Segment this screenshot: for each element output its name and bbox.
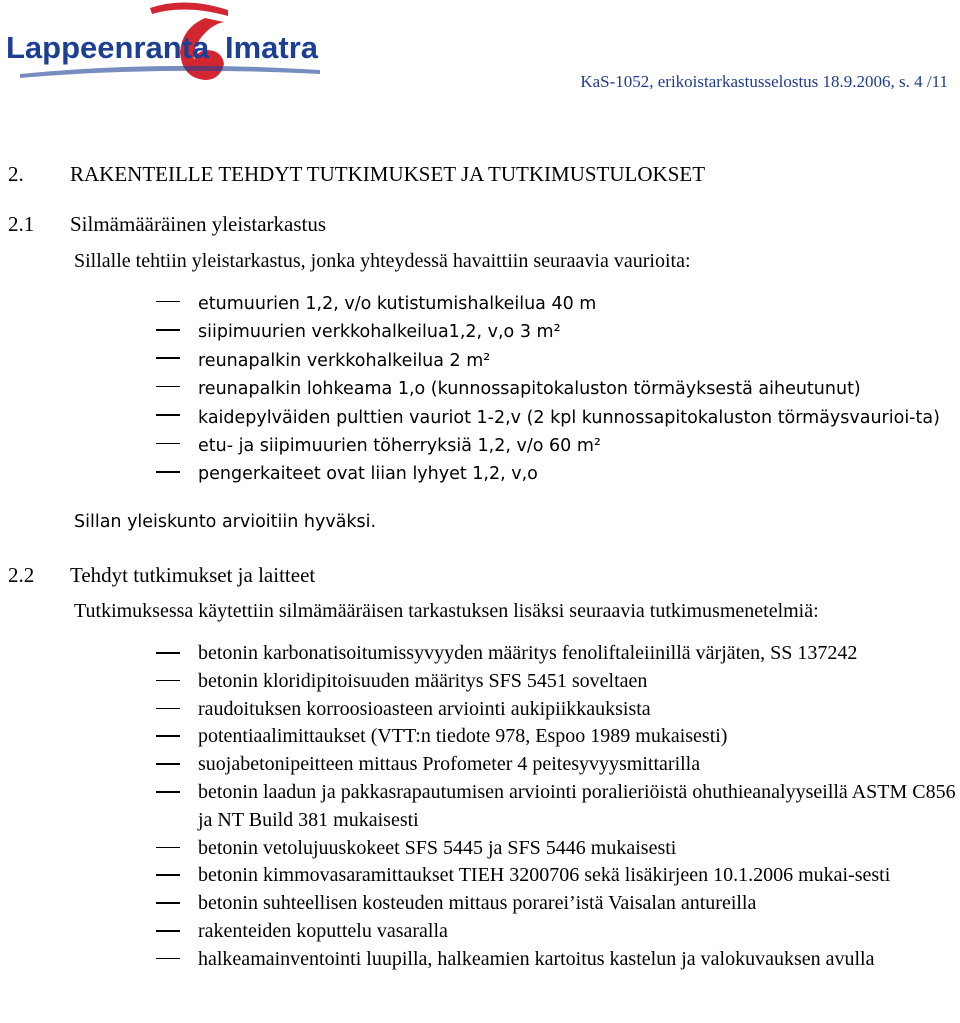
logo-swoosh-top <box>150 2 228 16</box>
dash-bullet <box>156 443 180 445</box>
list-item: raudoituksen korroosioasteen arviointi aukipiikkauksista <box>74 696 960 724</box>
document-reference: KaS-1052, erikoistarkastusselostus 18.9.2006, s. 4 /11 <box>580 72 948 91</box>
list-item: suojabetonipeitteen mittaus Profometer 4 peitesyvyysmittarilla <box>74 751 960 779</box>
section-2-2-intro: Tutkimuksessa käytettiin silmämääräisen tarkastuksen lisäksi seuraavia tutkimusmenetelmiä: <box>74 600 819 622</box>
dash-bullet <box>156 386 180 388</box>
dash-bullet <box>156 708 180 710</box>
list-item: pengerkaiteet ovat liian lyhyet 1,2, v,o <box>74 460 954 488</box>
dash-bullet <box>156 735 180 737</box>
section-2-1-title: Silmämääräinen yleistarkastus <box>70 212 327 236</box>
dash-bullet <box>156 680 180 682</box>
dash-bullet <box>156 958 180 960</box>
dash-bullet <box>156 652 180 654</box>
section-2-number: 2. <box>8 162 24 186</box>
section-2-2-number: 2.2 <box>8 563 35 587</box>
dash-bullet <box>156 763 180 765</box>
list-item: etu- ja siipimuurien töherryksiä 1,2, v/o 60 m² <box>74 432 954 460</box>
dash-bullet <box>156 930 180 932</box>
dash-bullet <box>156 329 180 331</box>
list-item: etumuurien 1,2, v/o kutistumishalkeilua 40 m <box>74 290 954 318</box>
section-2-1-heading <box>8 212 326 237</box>
section-2-title: RAKENTEILLE TEHDYT TUTKIMUKSET JA TUTKIMUSTULOKSET <box>70 162 706 186</box>
logo-text-right: Imatra <box>225 30 319 65</box>
dash-bullet <box>156 471 180 473</box>
section-2-1-intro: Sillalle tehtiin yleistarkastus, jonka yhteydessä havaittiin seuraavia vaurioita: <box>74 250 691 272</box>
list-item: betonin vetolujuuskokeet SFS 5445 ja SFS 5446 mukaisesti <box>74 835 960 863</box>
list-item: betonin laadun ja pakkasrapautumisen arviointi poralieriöistä ohuthieanalyyseillä ASTM C856 ja NT Build 381 mukaisesti <box>74 779 960 835</box>
section-2-2-title: Tehdyt tutkimukset ja laitteet <box>70 563 316 587</box>
section-2-1-number: 2.1 <box>8 212 35 236</box>
section-2-heading <box>8 162 705 187</box>
logo-text-left: Lappeenranta <box>6 30 210 65</box>
dash-bullet <box>156 301 180 303</box>
list-item: betonin suhteellisen kosteuden mittaus porarei’istä Vaisalan antureilla <box>74 890 960 918</box>
section-2-2-heading <box>8 563 315 588</box>
list-item: reunapalkin verkkohalkeilua 2 m² <box>74 347 954 375</box>
dash-bullet <box>156 902 180 904</box>
dash-bullet <box>156 874 180 876</box>
list-item: kaidepylväiden pulttien vauriot 1-2,v (2 kpl kunnossapitokaluston törmäysvaurioi-ta) <box>74 404 954 432</box>
list-item: betonin karbonatisoitumissyvyyden määritys fenoliftaleiinillä värjäten, SS 137242 <box>74 640 960 668</box>
dash-bullet <box>156 791 180 793</box>
logo-swoosh-bottom <box>20 66 320 78</box>
list-item: rakenteiden koputtelu vasaralla <box>74 918 960 946</box>
dash-bullet <box>156 414 180 416</box>
list-item: betonin kloridipitoisuuden määritys SFS 5451 soveltaen <box>74 668 960 696</box>
logo <box>0 0 340 92</box>
list-item: halkeamainventointi luupilla, halkeamien kartoitus kastelun ja valokuvauksen avulla <box>74 946 960 974</box>
dash-bullet <box>156 847 180 849</box>
list-item: siipimuurien verkkohalkeilua1,2, v,o 3 m² <box>74 318 954 346</box>
section-2-1-conclusion: Sillan yleiskunto arvioitiin hyväksi. <box>74 512 377 532</box>
list-item: reunapalkin lohkeama 1,o (kunnossapitokaluston törmäyksestä aiheutunut) <box>74 375 954 403</box>
list-item: betonin kimmovasaramittaukset TIEH 3200706 sekä lisäkirjeen 10.1.2006 mukai-sesti <box>74 862 960 890</box>
methods-list <box>74 640 960 974</box>
list-item: potentiaalimittaukset (VTT:n tiedote 978, Espoo 1989 mukaisesti) <box>74 723 960 751</box>
damage-list <box>74 290 954 489</box>
dash-bullet <box>156 357 180 359</box>
